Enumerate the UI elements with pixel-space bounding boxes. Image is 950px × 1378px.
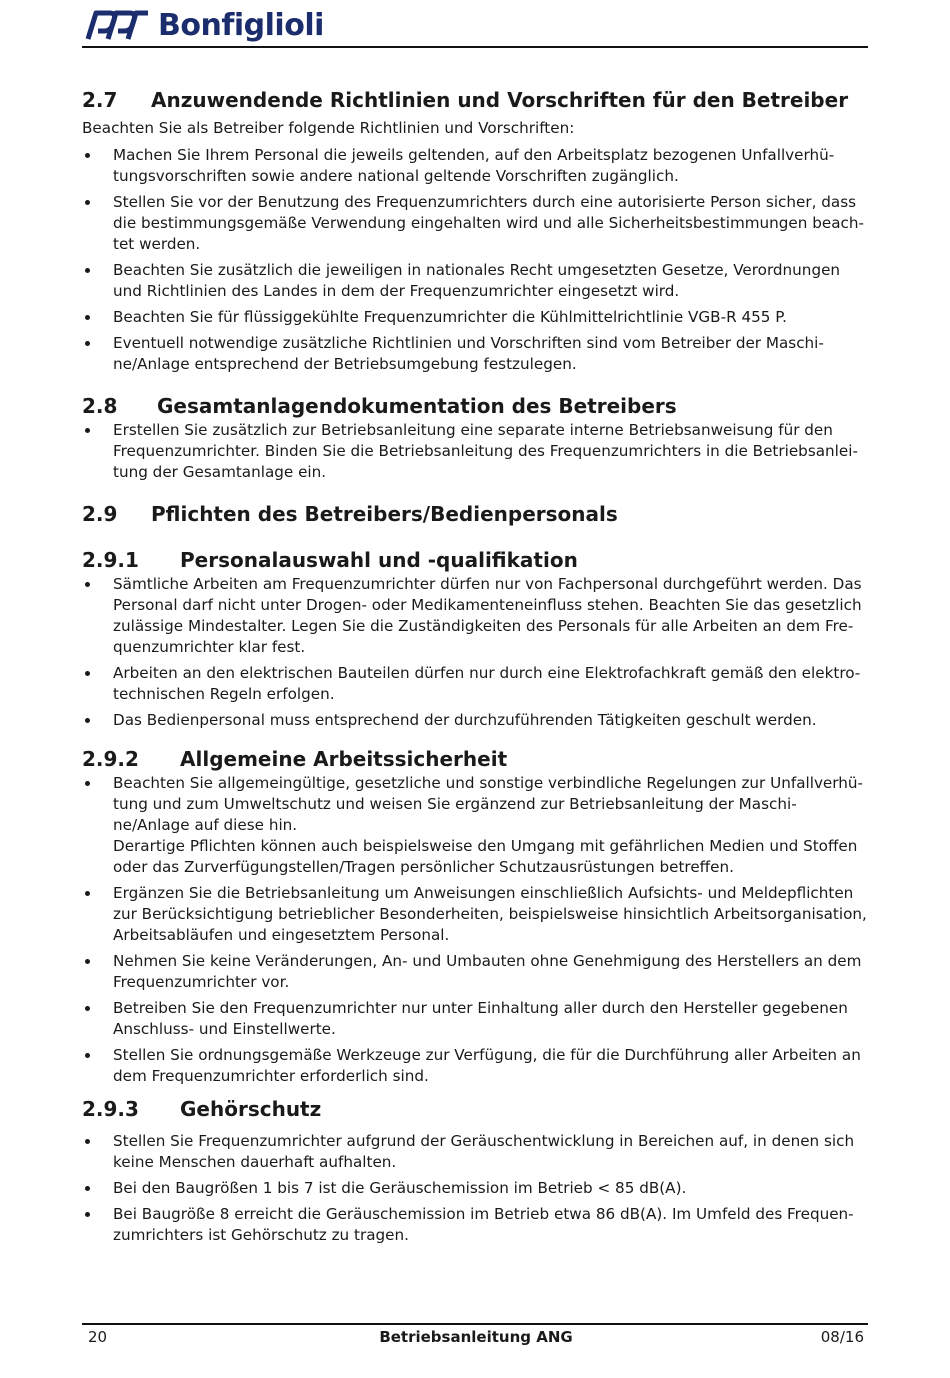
bullet-text-line: ne/Anlage auf diese hin.: [113, 816, 298, 834]
bullet-text-line: keine Menschen dauerhaft aufhalten.: [113, 1153, 397, 1171]
section-2-7: [82, 86, 868, 375]
page-number: 20: [88, 1328, 108, 1346]
bullet-item: [82, 333, 868, 375]
bullet-list: [82, 574, 868, 731]
bullet-list: [82, 145, 868, 375]
bullet-item: [82, 663, 868, 705]
bullet-text-line: tung und zum Umweltschutz und weisen Sie ergänzend zur Betriebsanleitung der Maschi-: [113, 795, 797, 813]
bullet-text-line: Stellen Sie ordnungsgemäße Werkzeuge zur Verfügung, die für die Durchführung aller Arbeiten an: [113, 1046, 861, 1064]
section-heading: [82, 546, 868, 574]
bullet-text-line: Beachten Sie für flüssiggekühlte Frequenzumrichter die Kühlmittelrichtlinie VGB-R 455 P.: [113, 308, 787, 326]
bullet-item: [82, 574, 868, 658]
bullet-text-line: Erstellen Sie zusätzlich zur Betriebsanleitung eine separate interne Betriebsanweisung für den: [113, 421, 833, 439]
bullet-text-line: technischen Regeln erfolgen.: [113, 685, 335, 703]
section-title: Gesamtanlagendokumentation des Betreibers: [157, 394, 677, 418]
bullet-text-line: zulässige Mindestalter. Legen Sie die Zuständigkeiten des Personals für alle Arbeiten an dem Fre-: [113, 617, 854, 635]
bonfiglioli-logo: [82, 6, 324, 46]
bullet-list: [82, 773, 868, 1087]
section-intro: Beachten Sie als Betreiber folgende Richtlinien und Vorschriften:: [82, 119, 575, 137]
bullet-text-line: Frequenzumrichter vor.: [113, 973, 290, 991]
page-content: [82, 86, 868, 1251]
bullet-item: [82, 1131, 868, 1173]
bullet-item: [82, 1045, 868, 1087]
section-heading: [82, 500, 868, 528]
bullet-text-line: Stellen Sie vor der Benutzung des Frequenzumrichters durch eine autorisierte Person sicher, dass: [113, 193, 857, 211]
bullet-text-line: Arbeiten an den elektrischen Bauteilen dürfen nur durch eine Elektrofachkraft gemäß den elektro-: [113, 664, 861, 682]
bullet-text-line: Betreiben Sie den Frequenzumrichter nur unter Einhaltung aller durch den Hersteller gegebenen: [113, 999, 848, 1017]
bullet-text-line: Bei Baugröße 8 erreicht die Geräuschemission im Betrieb etwa 86 dB(A). Im Umfeld des Frequen-: [113, 1205, 854, 1223]
section-number: 2.9: [82, 502, 118, 526]
bullet-item: [82, 307, 868, 328]
bullet-text-line: dem Frequenzumrichter erforderlich sind.: [113, 1067, 429, 1085]
bullet-text-line: Derartige Pflichten können auch beispielsweise den Umgang mit gefährlichen Medien und Stoffen: [113, 837, 858, 855]
bullet-text-line: tung der Gesamtanlage ein.: [113, 463, 327, 481]
section-2-8: [82, 392, 868, 483]
bullet-item: [82, 192, 868, 255]
bullet-text-line: Nehmen Sie keine Veränderungen, An- und Umbauten ohne Genehmigung des Herstellers an dem: [113, 952, 862, 970]
section-number: 2.7: [82, 88, 118, 112]
bullet-text-line: Personal darf nicht unter Drogen- oder Medikamenteneinfluss stehen. Beachten Sie das gesetzlich: [113, 596, 862, 614]
bullet-item: [82, 420, 868, 483]
section-number: 2.9.1: [82, 548, 139, 572]
bullet-item: [82, 951, 868, 993]
bullet-list: [82, 420, 868, 483]
section-title: Personalauswahl und -qualifikation: [180, 548, 578, 572]
section-2-9-3: [82, 1095, 868, 1246]
bullet-text-line: Bei den Baugrößen 1 bis 7 ist die Geräuschemission im Betrieb < 85 dB(A).: [113, 1179, 687, 1197]
logo-wordmark: Bonfiglioli: [158, 8, 324, 43]
bullet-text-line: Beachten Sie allgemeingültige, gesetzliche und sonstige verbindliche Regelungen zur Unfallverhü-: [113, 774, 863, 792]
bullet-item: [82, 773, 868, 878]
section-2-9-2: [82, 745, 868, 1087]
section-heading: [82, 745, 868, 773]
bullet-text-line: Frequenzumrichter. Binden Sie die Betriebsanleitung des Frequenzumrichters in die Betriebsanlei-: [113, 442, 858, 460]
section-heading: [82, 392, 868, 420]
section-heading: [82, 86, 868, 114]
document-date: 08/16: [820, 1328, 864, 1346]
bullet-text-line: tet werden.: [113, 235, 201, 253]
footer-divider: [82, 1323, 868, 1325]
bonfiglioli-logo-mark-icon: [82, 9, 152, 43]
bullet-text-line: Sämtliche Arbeiten am Frequenzumrichter dürfen nur von Fachpersonal durchgeführt werden. Das: [113, 575, 862, 593]
bullet-item: [82, 145, 868, 187]
section-title: Anzuwendende Richtlinien und Vorschriften für den Betreiber: [151, 88, 849, 112]
bullet-item: [82, 260, 868, 302]
bullet-text-line: Beachten Sie zusätzlich die jeweiligen in nationales Recht umgesetzten Gesetze, Verordnungen: [113, 261, 841, 279]
section-number: 2.9.2: [82, 747, 139, 771]
document-title: Betriebsanleitung ANG: [379, 1328, 573, 1346]
header-divider: [82, 46, 868, 48]
section-number: 2.9.3: [82, 1097, 139, 1121]
bullet-list: [82, 1131, 868, 1246]
bullet-text-line: Stellen Sie Frequenzumrichter aufgrund der Geräuschentwicklung in Bereichen auf, in denen sich: [113, 1132, 855, 1150]
bullet-text-line: Machen Sie Ihrem Personal die jeweils geltenden, auf den Arbeitsplatz bezogenen Unfallverhü-: [113, 146, 835, 164]
section-title: Gehörschutz: [180, 1097, 322, 1121]
section-2-9: [82, 500, 868, 528]
section-2-9-1: [82, 546, 868, 731]
bullet-text-line: quenzumrichter klar fest.: [113, 638, 306, 656]
bullet-text-line: Eventuell notwendige zusätzliche Richtlinien und Vorschriften sind vom Betreiber der Maschi-: [113, 334, 824, 352]
bullet-item: [82, 1204, 868, 1246]
bullet-text-line: die bestimmungsgemäße Verwendung eingehalten wird und alle Sicherheitsbestimmungen beach-: [113, 214, 864, 232]
section-heading: [82, 1095, 868, 1123]
bullet-item: [82, 710, 868, 731]
bullet-text-line: zumrichters ist Gehörschutz zu tragen.: [113, 1226, 409, 1244]
bullet-text-line: Arbeitsabläufen und eingesetztem Personal.: [113, 926, 450, 944]
bullet-item: [82, 998, 868, 1040]
bullet-text-line: Das Bedienpersonal muss entsprechend der durchzuführenden Tätigkeiten geschult werden.: [113, 711, 817, 729]
bullet-text-line: oder das Zurverfügungstellen/Tragen persönlicher Schutzausrüstungen betreffen.: [113, 858, 734, 876]
bullet-item: [82, 1178, 868, 1199]
section-number: 2.8: [82, 394, 118, 418]
bullet-text-line: zur Berücksichtigung betrieblicher Besonderheiten, beispielsweise hinsichtlich Arbeitsorganisation,: [113, 905, 867, 923]
bullet-text-line: tungsvorschriften sowie andere national geltende Vorschriften zugänglich.: [113, 167, 679, 185]
section-title: Pflichten des Betreibers/Bedienpersonals: [151, 502, 618, 526]
bullet-text-line: und Richtlinien des Landes in dem der Frequenzumrichter eingesetzt wird.: [113, 282, 680, 300]
bullet-text-line: ne/Anlage entsprechend der Betriebsumgebung festzulegen.: [113, 355, 577, 373]
section-title: Allgemeine Arbeitssicherheit: [180, 747, 508, 771]
bullet-item: [82, 883, 868, 946]
bullet-text-line: Ergänzen Sie die Betriebsanleitung um Anweisungen einschließlich Aufsichts- und Meldepflichten: [113, 884, 854, 902]
bullet-text-line: Anschluss- und Einstellwerte.: [113, 1020, 336, 1038]
